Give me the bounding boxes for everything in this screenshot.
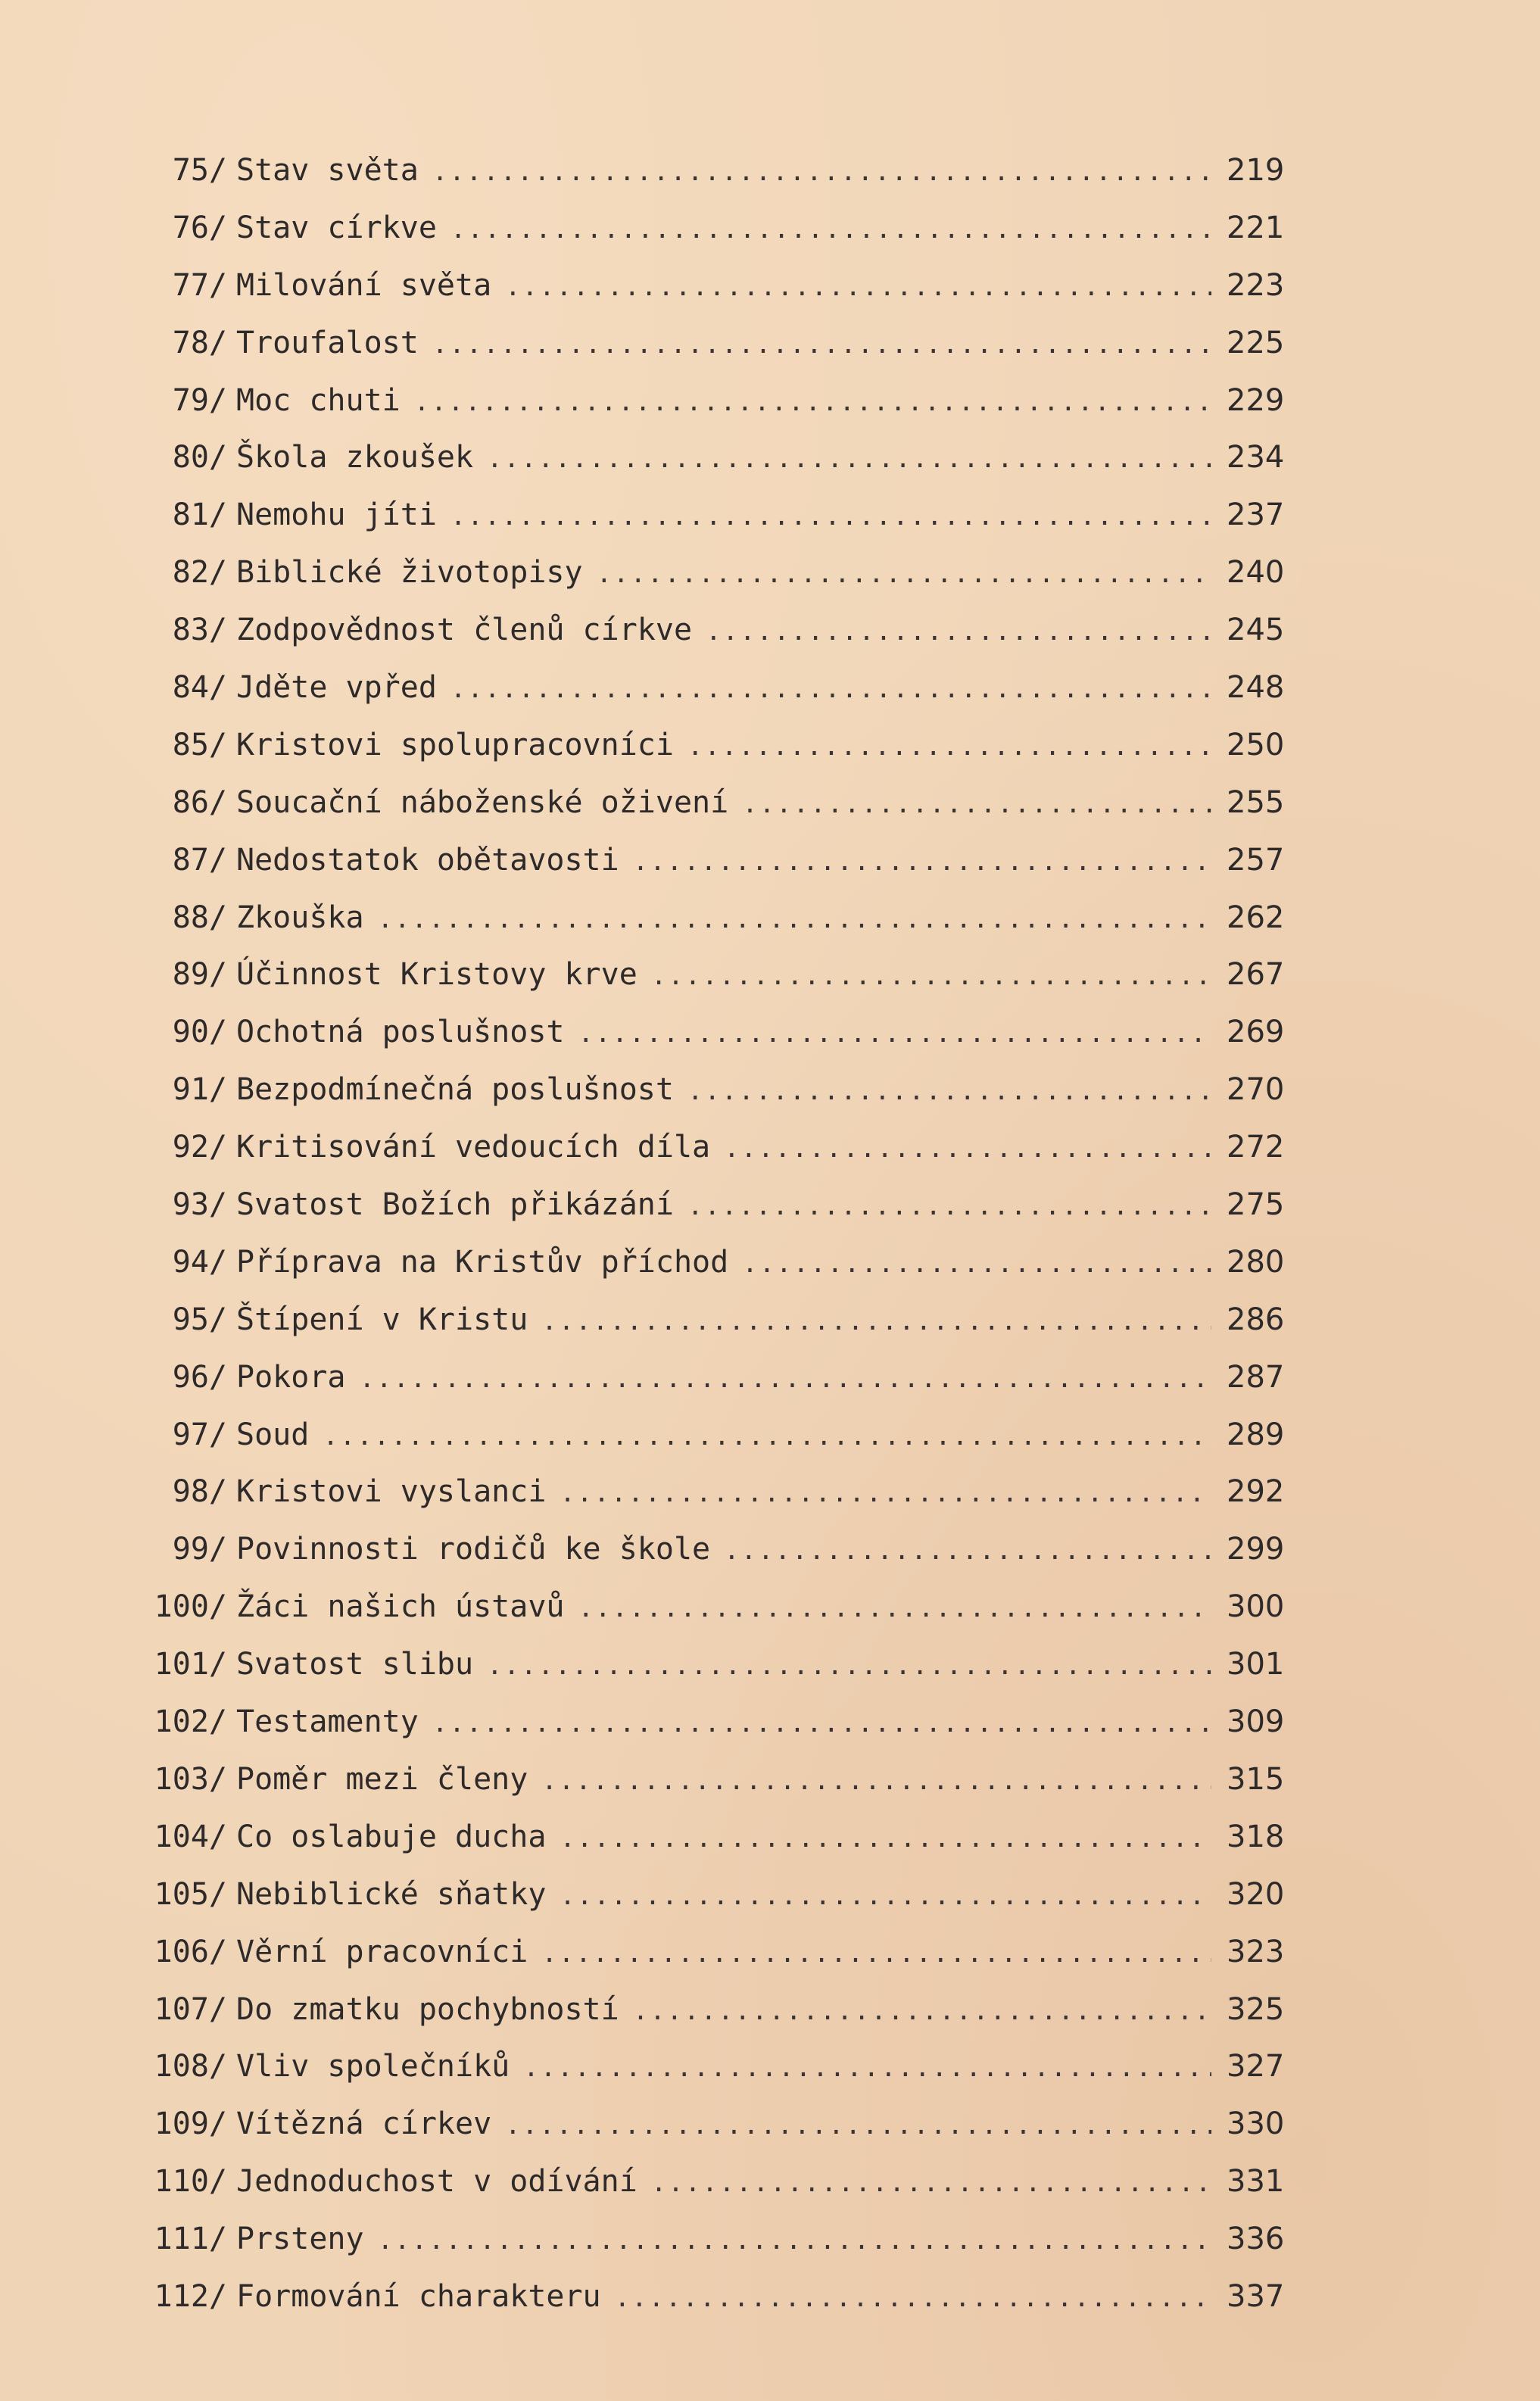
page-number: 325 [1227, 1991, 1285, 2027]
dot-leader [560, 1883, 1211, 1909]
chapter-title: Stav světa [236, 153, 419, 188]
page-number: 331 [1227, 2164, 1285, 2200]
dot-leader [742, 1251, 1211, 1277]
chapter-number: 94/ [172, 1244, 227, 1280]
page-number: 292 [1227, 1474, 1285, 1510]
chapter-number: 99/ [172, 1532, 227, 1567]
page-number: 221 [1227, 210, 1285, 245]
chapter-title: Škola zkoušek [236, 440, 474, 476]
page-number: 223 [1227, 267, 1285, 303]
chapter-title: Zkouška [236, 900, 364, 935]
chapter-number: 80/ [172, 440, 227, 476]
chapter-number: 97/ [172, 1417, 227, 1452]
chapter-title: Testamenty [236, 1704, 419, 1740]
toc-entry [114, 1876, 1295, 1937]
dot-leader [360, 1366, 1212, 1392]
toc-entry [114, 2166, 1295, 2224]
dot-leader [706, 619, 1211, 644]
page-number: 300 [1227, 1589, 1285, 1625]
dot-leader [578, 1595, 1211, 1621]
chapter-title: Formování charakteru [236, 2278, 601, 2314]
chapter-number: 85/ [172, 727, 227, 762]
toc-entry [114, 1934, 1295, 1994]
dot-leader [487, 1653, 1211, 1679]
toc-entry [114, 672, 1295, 730]
page-number: 225 [1227, 325, 1285, 360]
toc-entry [114, 959, 1295, 1017]
chapter-number: 78/ [172, 325, 227, 360]
toc-entry [114, 210, 1295, 270]
toc-entry [114, 1244, 1295, 1305]
chapter-title: Kristovi vyslanci [236, 1474, 547, 1510]
toc-entry [114, 1302, 1295, 1362]
chapter-title: Soucační náboženské oživení [236, 784, 729, 820]
toc-entry [114, 900, 1295, 960]
chapter-number: 111/ [154, 2222, 227, 2257]
chapter-title: Stav církve [236, 210, 437, 245]
dot-leader [378, 906, 1211, 932]
dot-leader [323, 1423, 1211, 1449]
dot-leader [505, 274, 1211, 300]
page-number: 234 [1227, 440, 1285, 476]
chapter-title: Nebiblické sňatky [236, 1876, 547, 1912]
chapter-number: 77/ [172, 267, 227, 303]
toc-entry [114, 1132, 1295, 1190]
page-number: 219 [1227, 153, 1285, 188]
chapter-number: 83/ [172, 613, 227, 648]
dot-leader [578, 1021, 1211, 1046]
chapter-title: Svatost Božích přikázání [236, 1187, 674, 1223]
chapter-title: Bezpodmínečná poslušnost [236, 1072, 674, 1108]
page-number: 336 [1227, 2222, 1285, 2257]
dot-leader [432, 332, 1211, 357]
chapter-title: Žáci našich ústavů [236, 1589, 565, 1625]
toc-entry [114, 497, 1295, 557]
toc-entry [114, 842, 1295, 903]
page-number: 287 [1227, 1359, 1285, 1395]
chapter-title: Jednoduchost v odívání [236, 2164, 638, 2200]
toc-entry [114, 1074, 1295, 1132]
toc-entry [114, 1187, 1295, 1247]
dot-leader [487, 446, 1211, 472]
chapter-number: 100/ [154, 1589, 227, 1625]
chapter-title: Povinnosti rodičů ke škole [236, 1532, 711, 1567]
page-number: 245 [1227, 613, 1285, 648]
toc-entry [114, 615, 1295, 672]
chapter-title: Nedostatok obětavosti [236, 842, 619, 878]
chapter-number: 106/ [154, 1934, 227, 1969]
page-number: 262 [1227, 900, 1285, 935]
dot-leader [615, 2285, 1211, 2311]
chapter-title: Co oslabuje ducha [236, 1819, 547, 1854]
chapter-title: Jděte vpřed [236, 670, 437, 706]
chapter-number: 103/ [154, 1761, 227, 1797]
chapter-number: 82/ [172, 555, 227, 591]
dot-leader [378, 2228, 1211, 2253]
page-number: 318 [1227, 1819, 1285, 1854]
chapter-title: Zodpovědnost členů církve [236, 613, 693, 648]
page-number: 327 [1227, 2049, 1285, 2085]
dot-leader [633, 849, 1211, 875]
dot-leader [541, 1308, 1211, 1334]
page-number: 229 [1227, 382, 1285, 418]
chapter-title: Příprava na Kristův příchod [236, 1244, 729, 1280]
toc-entry [114, 2278, 1295, 2339]
dot-leader [560, 1826, 1211, 1851]
dot-leader [724, 1538, 1211, 1564]
chapter-number: 98/ [172, 1474, 227, 1510]
toc-entry [114, 267, 1295, 328]
chapter-number: 75/ [172, 153, 227, 188]
page-number: 301 [1227, 1647, 1285, 1682]
chapter-title: Vliv společníků [236, 2049, 510, 2085]
chapter-number: 96/ [172, 1359, 227, 1395]
chapter-title: Účinnost Kristovy krve [236, 957, 638, 993]
toc-entry [114, 1704, 1295, 1764]
page-number: 270 [1227, 1072, 1285, 1108]
page-number: 257 [1227, 842, 1285, 878]
page-number: 240 [1227, 555, 1285, 591]
toc-entry [114, 727, 1295, 787]
chapter-number: 87/ [172, 842, 227, 878]
dot-leader [687, 734, 1211, 759]
dot-leader [541, 1941, 1211, 1966]
page-number: 250 [1227, 727, 1285, 762]
chapter-number: 95/ [172, 1302, 227, 1337]
page-number: 280 [1227, 1244, 1285, 1280]
dot-leader [414, 389, 1211, 415]
page-number: 255 [1227, 784, 1285, 820]
chapter-title: Prsteny [236, 2222, 364, 2257]
chapter-title: Soud [236, 1417, 310, 1452]
toc-entry [114, 1991, 1295, 2052]
dot-leader [687, 1078, 1211, 1104]
page-number: 286 [1227, 1302, 1285, 1337]
toc-entry [114, 2224, 1295, 2281]
toc-entry [114, 2051, 1295, 2109]
dot-leader [687, 1193, 1211, 1219]
dot-leader [560, 1480, 1211, 1506]
chapter-number: 91/ [172, 1072, 227, 1108]
dot-leader [742, 791, 1211, 817]
chapter-number: 90/ [172, 1015, 227, 1050]
dot-leader [651, 2170, 1211, 2196]
chapter-number: 104/ [154, 1819, 227, 1854]
dot-leader [597, 561, 1211, 587]
chapter-number: 108/ [154, 2049, 227, 2085]
chapter-title: Svatost slibu [236, 1647, 474, 1682]
dot-leader [523, 2055, 1211, 2081]
chapter-title: Milování světa [236, 267, 492, 303]
toc-entry [114, 442, 1295, 500]
toc-entry [114, 1017, 1295, 1074]
toc-entry [114, 784, 1295, 845]
page-number: 320 [1227, 1876, 1285, 1912]
chapter-number: 105/ [154, 1876, 227, 1912]
chapter-title: Ochotná poslušnost [236, 1015, 565, 1050]
chapter-title: Biblické životopisy [236, 555, 583, 591]
chapter-title: Věrní pracovníci [236, 1934, 528, 1969]
chapter-title: Troufalost [236, 325, 419, 360]
chapter-title: Štípení v Kristu [236, 1302, 528, 1337]
page-number: 309 [1227, 1704, 1285, 1740]
chapter-number: 81/ [172, 497, 227, 533]
dot-leader [541, 1768, 1211, 1794]
page-number: 269 [1227, 1015, 1285, 1050]
dot-leader [432, 1710, 1211, 1736]
page-number: 275 [1227, 1187, 1285, 1223]
chapter-number: 110/ [154, 2164, 227, 2200]
chapter-title: Nemohu jíti [236, 497, 437, 533]
chapter-number: 107/ [154, 1991, 227, 2027]
page-number: 289 [1227, 1417, 1285, 1452]
dot-leader [505, 2113, 1211, 2138]
chapter-number: 79/ [172, 382, 227, 418]
chapter-number: 76/ [172, 210, 227, 245]
toc-entry [114, 557, 1295, 615]
toc-entry [114, 155, 1295, 213]
page-number: 315 [1227, 1761, 1285, 1797]
toc-entry [114, 2106, 1295, 2166]
chapter-title: Kritisování vedoucích díla [236, 1130, 711, 1165]
page-number: 330 [1227, 2106, 1285, 2142]
chapter-number: 102/ [154, 1704, 227, 1740]
chapter-number: 89/ [172, 957, 227, 993]
chapter-title: Pokora [236, 1359, 346, 1395]
page-number: 248 [1227, 670, 1285, 706]
toc-entry [114, 1534, 1295, 1592]
chapter-number: 101/ [154, 1647, 227, 1682]
chapter-number: 88/ [172, 900, 227, 935]
toc-entry [114, 1649, 1295, 1707]
toc-entry [114, 325, 1295, 385]
dot-leader [724, 1136, 1211, 1162]
chapter-number: 84/ [172, 670, 227, 706]
toc-entry [114, 1417, 1295, 1477]
toc-entry [114, 1589, 1295, 1649]
chapter-number: 86/ [172, 784, 227, 820]
chapter-title: Poměr mezi členy [236, 1761, 528, 1797]
chapter-number: 112/ [154, 2278, 227, 2314]
dot-leader [450, 504, 1211, 529]
page-number: 267 [1227, 957, 1285, 993]
chapter-title: Vítězná církev [236, 2106, 492, 2142]
dot-leader [450, 676, 1211, 702]
toc-entry [114, 1476, 1295, 1534]
dot-leader [432, 159, 1211, 185]
toc-entry [114, 1819, 1295, 1879]
table-of-contents [114, 155, 1295, 2339]
chapter-number: 93/ [172, 1187, 227, 1223]
toc-entry [114, 1761, 1295, 1822]
page-number: 337 [1227, 2278, 1285, 2314]
toc-entry [114, 382, 1295, 443]
page-number: 272 [1227, 1130, 1285, 1165]
page-number: 323 [1227, 1934, 1285, 1969]
chapter-title: Moc chuti [236, 382, 401, 418]
dot-leader [633, 1998, 1211, 2024]
chapter-title: Kristovi spolupracovníci [236, 727, 674, 762]
dot-leader [450, 217, 1211, 242]
page-number: 237 [1227, 497, 1285, 533]
chapter-title: Do zmatku pochybností [236, 1991, 619, 2027]
chapter-number: 109/ [154, 2106, 227, 2142]
toc-entry [114, 1359, 1295, 1420]
page-number: 299 [1227, 1532, 1285, 1567]
chapter-number: 92/ [172, 1130, 227, 1165]
dot-leader [651, 963, 1211, 989]
